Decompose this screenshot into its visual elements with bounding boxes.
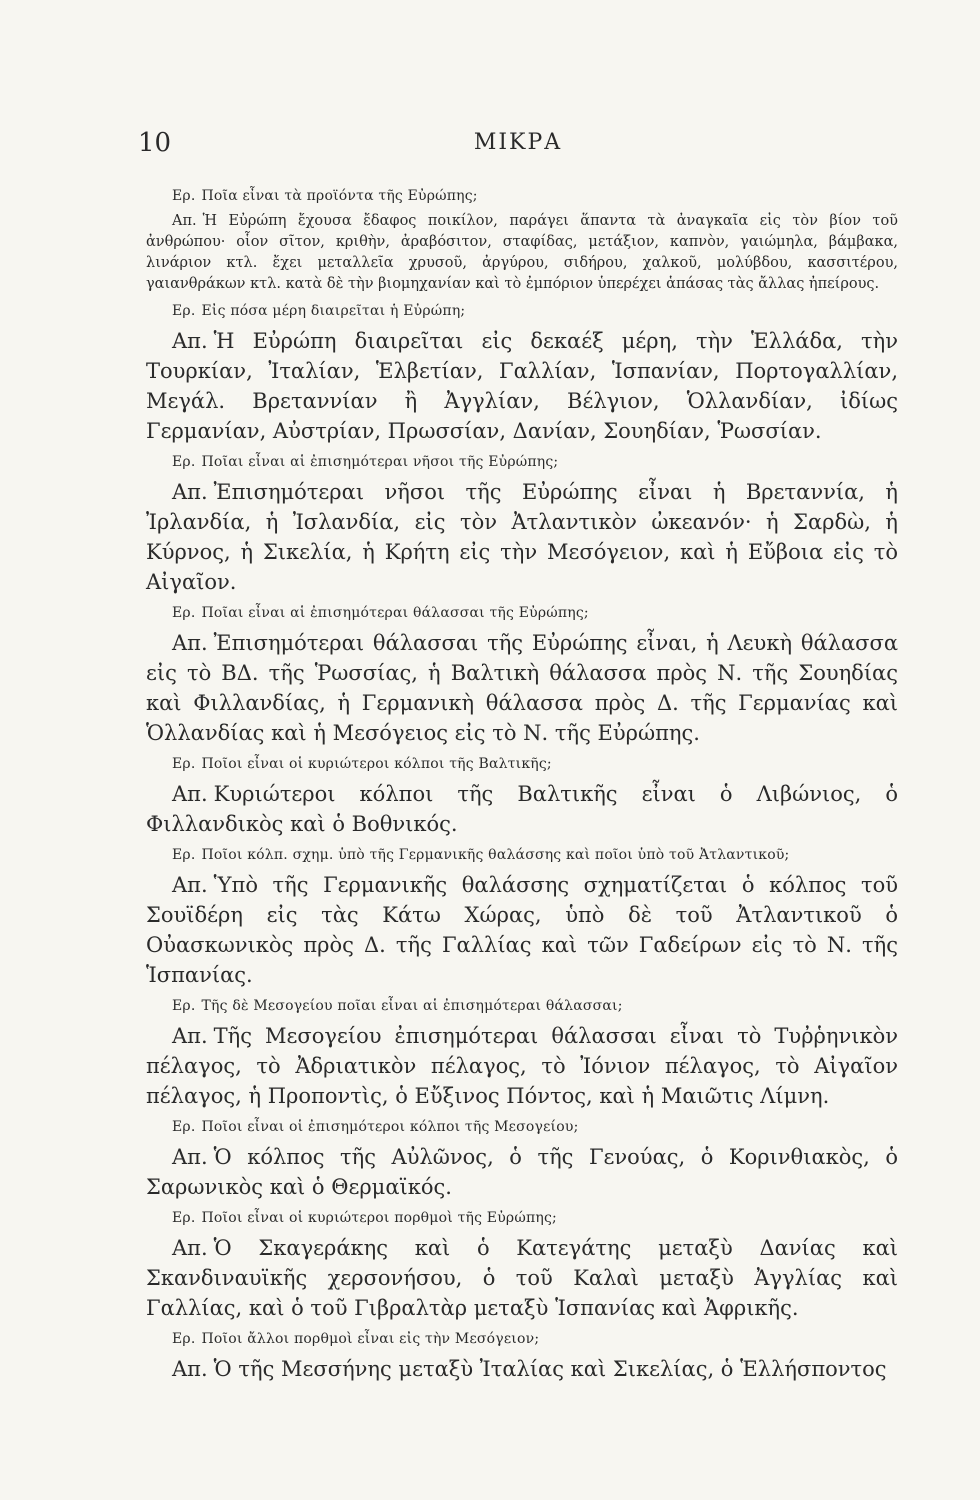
question-text: Ποῖοι ἄλλοι πορθμοὶ εἶναι εἰς τὴν Μεσόγειον;: [201, 1331, 540, 1347]
answer-paragraph: [146, 1142, 898, 1202]
question-paragraph: [146, 301, 898, 322]
question-label: Ερ.: [172, 756, 196, 772]
question-label: Ερ.: [172, 1119, 196, 1135]
answer-text: Τῆς Μεσογείου ἐπισημότεραι θάλασσαι εἶναι τὸ Τυῤῥηνικὸν πέλαγος, τὸ Ἀδριατικὸν πέλαγος, τὸ Ἰόνιον πέλαγος, τὸ Αἰγαῖον πέλαγος, ἡ Προποντὶς, ὁ Εὔξινος Πόντος, καὶ ἡ Μαιῶτις Λίμνη.: [146, 1024, 898, 1108]
question-text: Ποῖοι εἶναι οἱ κυριώτεροι πορθμοὶ τῆς Εὐρώπης;: [201, 1210, 557, 1226]
answer-paragraph: [146, 628, 898, 748]
question-label: Ερ.: [172, 188, 196, 204]
answer-text: Ὁ Σκαγεράκης καὶ ὁ Κατεγάτης μεταξὺ Δανίας καὶ Σκανδιναυϊκῆς χερσονήσου, ὁ τοῦ Καλαὶ μεταξὺ Ἀγγλίας καὶ Γαλλίας, καὶ ὁ τοῦ Γιβραλτὰρ μεταξὺ Ἱσπανίας καὶ Ἀφρικῆς.: [146, 1236, 898, 1320]
question-paragraph: [146, 1329, 898, 1350]
answer-paragraph: [146, 211, 898, 295]
question-paragraph: [146, 996, 898, 1017]
question-label: Ερ.: [172, 847, 196, 863]
question-text: Ποῖοι κόλπ. σχημ. ὑπὸ τῆς Γερμανικῆς θαλάσσης καὶ ποῖοι ὑπὸ τοῦ Ἀτλαντικοῦ;: [201, 847, 790, 863]
question-paragraph: [146, 452, 898, 473]
answer-text: Ἐπισημότεραι νῆσοι τῆς Εὐρώπης εἶναι ἡ Βρεταννία, ἡ Ἰρλανδία, ἡ Ἰσλανδία, εἰς τὸν Ἀτλαντικὸν ὠκεανόν· ἡ Σαρδὼ, ἡ Κύρνος, ἡ Σικελία, ἡ Κρήτη εἰς τὴν Μεσόγειον, καὶ ἡ Εὔβοια εἰς τὸ Αἰγαῖον.: [146, 480, 898, 594]
answer-text: Ἡ Εὐρώπη ἔχουσα ἔδαφος ποικίλον, παράγει ἅπαντα τὰ ἀναγκαῖα εἰς τὸν βίον τοῦ ἀνθρώπου· οἷον σῖτον, κριθὴν, ἀραβόσιτον, σταφίδας, μετάξιον, καπνὸν, γαιώμηλα, βάμβακα, λινάριον κτλ. ἔχει μεταλλεῖα χρυσοῦ, ἀργύρου, σιδήρου, χαλκοῦ, μολύβδου, κασσιτέρου, γαιανθράκων κτλ. κατὰ δὲ τὴν βιομηχανίαν καὶ τὸ ἐμπόριον ὑπερέχει ἁπάσας τὰς ἄλλας ἠπείρους.: [146, 213, 898, 292]
answer-paragraph: [146, 477, 898, 597]
answer-text: Ἐπισημότεραι θάλασσαι τῆς Εὐρώπης εἶναι, ἡ Λευκὴ θάλασσα εἰς τὸ ΒΔ. τῆς Ῥωσσίας, ἡ Βαλτικὴ θάλασσα πρὸς Ν. τῆς Σουηδίας καὶ Φιλλανδίας, ἡ Γερμανικὴ θάλασσα πρὸς Δ. τῆς Γερμανίας καὶ Ὁλλανδίας καὶ ἡ Μεσόγειος εἰς τὸ Ν. τῆς Εὐρώπης.: [146, 631, 898, 745]
question-label: Ερ.: [172, 454, 196, 470]
answer-paragraph: [146, 1233, 898, 1323]
question-paragraph: [146, 754, 898, 775]
question-paragraph: [146, 1208, 898, 1229]
question-text: Εἰς πόσα μέρη διαιρεῖται ἡ Εὐρώπη;: [201, 303, 466, 319]
question-label: Ερ.: [172, 998, 196, 1014]
answer-text: Ὑπὸ τῆς Γερμανικῆς θαλάσσης σχηματίζεται ὁ κόλπος τοῦ Σουϊδέρη εἰς τὰς Κάτω Χώρας, ὑπὸ δὲ τοῦ Ἀτλαντικοῦ ὁ Οὐασκωνικὸς πρὸς Δ. τῆς Γαλλίας καὶ τῶν Γαδείρων εἰς τὸ Ν. τῆς Ἱσπανίας.: [146, 873, 898, 987]
question-text: Τῆς δὲ Μεσογείου ποῖαι εἶναι αἱ ἐπισημότεραι θάλασσαι;: [201, 998, 623, 1014]
running-title: ΜΙΚΡΑ: [473, 130, 563, 155]
question-text: Ποῖαι εἶναι αἱ ἐπισημότεραι θάλασσαι τῆς Εὐρώπης;: [201, 605, 589, 621]
answer-label: Απ.: [172, 873, 208, 897]
question-label: Ερ.: [172, 1210, 196, 1226]
question-label: Ερ.: [172, 303, 196, 319]
question-label: Ερ.: [172, 1331, 196, 1347]
answer-label: Απ.: [172, 329, 208, 353]
answer-paragraph: [146, 870, 898, 990]
question-label: Ερ.: [172, 605, 196, 621]
page-number: 10: [138, 128, 172, 158]
answer-label: Απ.: [172, 1357, 208, 1381]
question-text: Ποῖα εἶναι τὰ προϊόντα τῆς Εὐρώπης;: [201, 188, 478, 204]
answer-text: Ὁ τῆς Μεσσήνης μεταξὺ Ἰταλίας καὶ Σικελίας, ὁ Ἑλλήσποντος: [213, 1357, 887, 1381]
question-text: Ποῖοι εἶναι οἱ ἐπισημότεροι κόλποι τῆς Μεσογείου;: [201, 1119, 579, 1135]
answer-label: Απ.: [172, 782, 208, 806]
page-header: [138, 128, 898, 168]
answer-text: Ὁ κόλπος τῆς Αὐλῶνος, ὁ τῆς Γενούας, ὁ Κορινθιακὸς, ὁ Σαρωνικὸς καὶ ὁ Θερμαϊκός.: [146, 1145, 898, 1199]
answer-paragraph: [146, 1021, 898, 1111]
answer-label: Απ.: [172, 213, 197, 229]
question-paragraph: [146, 1117, 898, 1138]
answer-paragraph: [146, 1354, 898, 1384]
question-text: Ποῖοι εἶναι οἱ κυριώτεροι κόλποι τῆς Βαλτικῆς;: [201, 756, 552, 772]
answer-label: Απ.: [172, 631, 208, 655]
answer-text: Ἡ Εὐρώπη διαιρεῖται εἰς δεκαέξ μέρη, τὴν Ἑλλάδα, τὴν Τουρκίαν, Ἰταλίαν, Ἑλβετίαν, Γαλλίαν, Ἱσπανίαν, Πορτογαλλίαν, Μεγάλ. Βρεταννίαν ἢ Ἀγγλίαν, Βέλγιον, Ὁλλανδίαν, ἰδίως Γερμανίαν, Αὐστρίαν, Πρωσσίαν, Δανίαν, Σουηδίαν, Ῥωσσίαν.: [146, 329, 898, 443]
answer-paragraph: [146, 326, 898, 446]
answer-label: Απ.: [172, 1145, 208, 1169]
page-body: [146, 180, 898, 1384]
question-text: Ποῖαι εἶναι αἱ ἐπισημότεραι νῆσοι τῆς Εὐρώπης;: [201, 454, 559, 470]
answer-paragraph: [146, 779, 898, 839]
answer-text: Κυριώτεροι κόλποι τῆς Βαλτικῆς εἶναι ὁ Λιβώνιος, ὁ Φιλλανδικὸς καὶ ὁ Βοθνικός.: [146, 782, 898, 836]
question-paragraph: [146, 186, 898, 207]
answer-label: Απ.: [172, 1236, 208, 1260]
answer-label: Απ.: [172, 1024, 208, 1048]
question-paragraph: [146, 603, 898, 624]
question-paragraph: [146, 845, 898, 866]
answer-label: Απ.: [172, 480, 208, 504]
